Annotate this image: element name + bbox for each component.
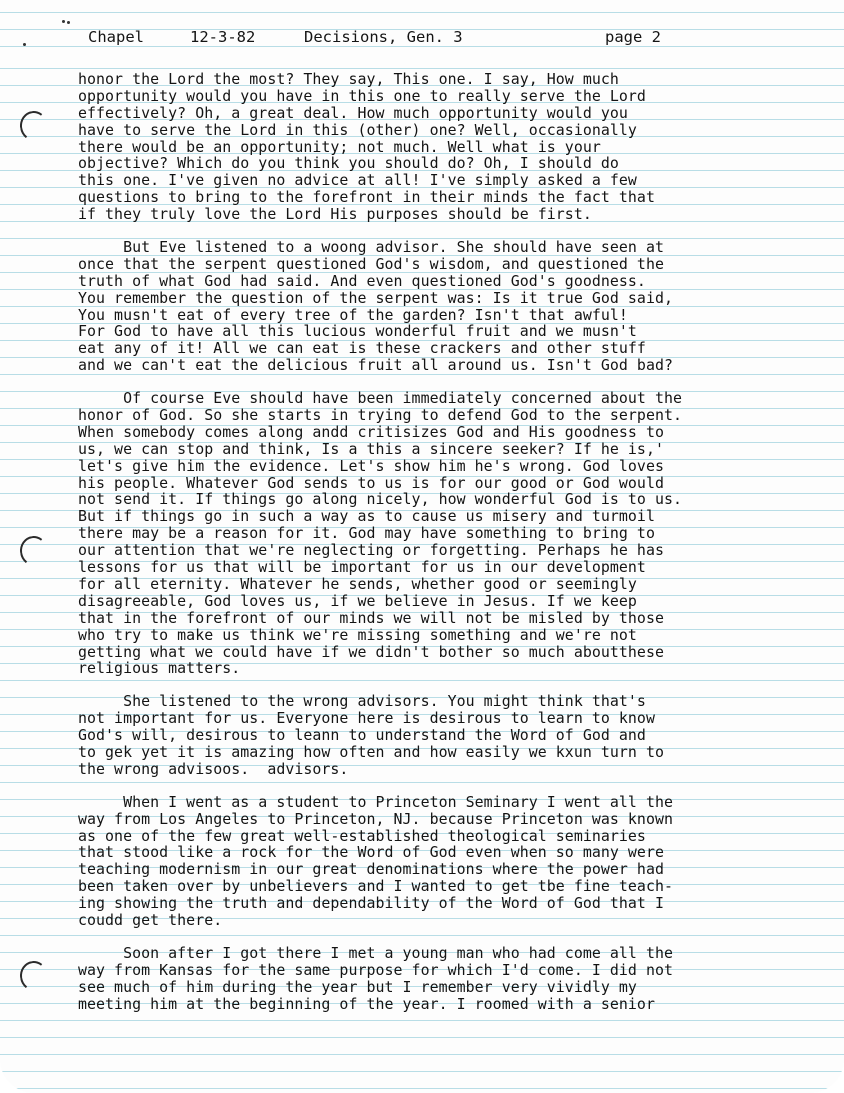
text-line: For God to have all this lucious wonderful fruit and we musn't [78, 322, 637, 341]
transcript-body [78, 71, 778, 1028]
text-line: disagreeable, God loves us, if we believe in Jesus. If we keep [78, 591, 637, 610]
header-page-number: page 2 [605, 28, 661, 46]
text-line: Of course Eve should have been immediately concerned about the [78, 389, 682, 408]
text-line: truth of what God had said. And even questioned God's goodness. [78, 271, 646, 290]
text-line: coudd get there. [78, 910, 223, 929]
text-line: and we can't eat the delicious fruit all around us. Isn't God bad? [78, 356, 673, 375]
page-header [88, 28, 784, 48]
ink-dot [62, 20, 65, 23]
text-line: ing showing the truth and dependability of the Word of God that I [78, 894, 664, 913]
binder-hole-icon [18, 109, 50, 143]
text-line: lessons for us that will be important for us in our development [78, 558, 646, 577]
text-line: honor of God. So she starts in trying to defend God to the serpent. [78, 406, 682, 425]
text-line: who try to make us think we're missing something and we're not [78, 625, 637, 644]
text-line: When somebody comes along andd critisizes God and His goodness to [78, 422, 664, 441]
text-line: way from Los Angeles to Princeton, NJ. because Princeton was known [78, 809, 673, 828]
text-line: that in the forefront of our minds we will not be misled by those [78, 608, 664, 627]
paragraph [78, 693, 778, 777]
text-line: his people. Whatever God sends to us is for our good or God would [78, 473, 664, 492]
paragraph [78, 390, 778, 677]
text-line: She listened to the wrong advisors. You might think that's [78, 692, 646, 711]
text-line: there would be an opportunity; not much. Well what is your [78, 137, 601, 156]
text-line: not important for us. Everyone here is desirous to learn to know [78, 709, 655, 728]
text-line: there may be a reason for it. God may have something to bring to [78, 524, 655, 543]
text-line: eat any of it! All we can eat is these crackers and other stuff [78, 339, 646, 358]
text-line: once that the serpent questioned God's wisdom, and questioned the [78, 254, 664, 273]
text-line: to gek yet it is amazing how often and how easily we kxun turn to [78, 742, 664, 761]
binder-hole-icon [18, 534, 50, 568]
header-date: 12-3-82 [190, 28, 256, 46]
text-line: this one. I've given no advice at all! I've simply asked a few [78, 171, 637, 190]
text-line: the wrong advisoos. advisors. [78, 759, 349, 778]
text-line: our attention that we're neglecting or forgetting. Perhaps he has [78, 541, 664, 560]
text-line: for all eternity. Whatever he sends, whether good or seemingly [78, 574, 637, 593]
text-line: way from Kansas for the same purpose for which I'd come. I did not [78, 960, 673, 979]
text-line: see much of him during the year but I remember very vividly my [78, 977, 637, 996]
text-line: You remember the question of the serpent was: Is it true God said, [78, 288, 673, 307]
text-line: teaching modernism in our great denominations where the power had [78, 860, 664, 879]
text-line: questions to bring to the forefront in their minds the fact that [78, 188, 655, 207]
text-line: let's give him the evidence. Let's show him he's wrong. God loves [78, 456, 664, 475]
text-line: But if things go in such a way as to cause us misery and turmoil [78, 507, 655, 526]
paragraph [78, 945, 778, 1013]
paragraph [78, 794, 778, 929]
header-title: Chapel [88, 28, 144, 46]
ink-dot [23, 43, 26, 46]
text-line: opportunity would you have in this one to really serve the Lord [78, 86, 646, 105]
text-line: not send it. If things go along nicely, how wonderful God is to us. [78, 490, 682, 509]
text-line: But Eve listened to a woong advisor. She should have seen at [78, 238, 664, 257]
text-line: been taken over by unbelievers and I wanted to get tbe fine teach- [78, 877, 673, 896]
text-line: meeting him at the beginning of the year. I roomed with a senior [78, 994, 655, 1013]
text-line: have to serve the Lord in this (other) one? Well, occasionally [78, 120, 637, 139]
binder-hole-icon [18, 959, 50, 993]
text-line: that stood like a rock for the Word of God even when so many were [78, 843, 664, 862]
text-line: When I went as a student to Princeton Seminary I went all the [78, 792, 673, 811]
text-line: if they truly love the Lord His purposes should be first. [78, 205, 592, 224]
header-subject: Decisions, Gen. 3 [304, 28, 463, 46]
text-line: us, we can stop and think, Is a this a sincere seeker? If he is,' [78, 439, 664, 458]
text-line: getting what we could have if we didn't bother so much aboutthese [78, 642, 664, 661]
ink-dot [67, 21, 70, 24]
text-line: honor the Lord the most? They say, This one. I say, How much [78, 70, 619, 88]
text-line: You musn't eat of every tree of the garden? Isn't that awful! [78, 305, 628, 324]
paragraph [78, 239, 778, 374]
text-line: effectively? Oh, a great deal. How much opportunity would you [78, 103, 628, 122]
paragraph [78, 71, 778, 223]
text-line: religious matters. [78, 659, 241, 678]
text-line: as one of the few great well-established theological seminaries [78, 826, 646, 845]
text-line: God's will, desirous to leann to understand the Word of God and [78, 726, 646, 745]
text-line: objective? Which do you think you should do? Oh, I should do [78, 154, 619, 173]
text-line: Soon after I got there I met a young man who had come all the [78, 943, 673, 962]
